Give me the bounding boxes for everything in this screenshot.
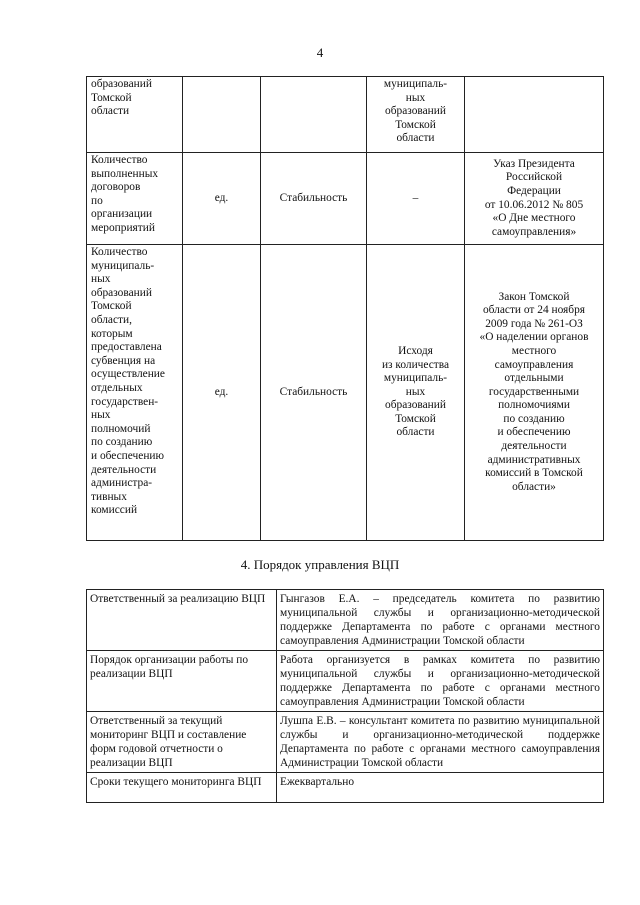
management-value-cell: Ежеквартально [277, 773, 604, 803]
table-row [87, 77, 604, 153]
calc-method-cell: муниципаль- ных образований Томской области [367, 77, 465, 153]
table-row [87, 153, 604, 245]
source-cell: Указ Президента Российской Федерации от 10.06.2012 № 805 «О Дне местного самоуправления» [465, 153, 604, 245]
management-value-cell: Работа организуется в рамках комитета по развитию муниципальной службы и организационно-методической поддержке Департамента по работе с органами местного самоуправления Администрации Томской области [277, 651, 604, 712]
table-row [87, 773, 604, 803]
dynamics-cell: Стабильность [261, 245, 367, 541]
source-cell: Закон Томской области от 24 ноября 2009 года № 261-ОЗ «О наделении органов местного самоуправления отдельными государственными полномочиями по созданию и обеспечению деятельности административных комиссий в Томской области» [465, 245, 604, 541]
indicator-name-cell: Количество выполненных договоров по организации мероприятий [87, 153, 183, 245]
indicators-table [86, 76, 604, 541]
page-number: 4 [316, 45, 324, 60]
management-label-cell: Порядок организации работы по реализации ВЦП [87, 651, 277, 712]
management-label-cell: Ответственный за реализацию ВЦП [87, 590, 277, 651]
management-value-cell: Лушпа Е.В. – консультант комитета по развитию муниципальной службы и организационно-методической поддержке Департамента по работе с органами местного самоуправления Администрации Томской области [277, 712, 604, 773]
source-cell [465, 77, 604, 153]
indicator-name-cell: Количество муниципаль- ных образований Томской области, которым предоставлена субвенция на осуществление отдельных государствен- ных полномочий по созданию и обеспечению деятельности администра- тивных комиссий [87, 245, 183, 541]
table-row [87, 590, 604, 651]
calc-method-cell: Исходя из количества муниципаль- ных образований Томской области [367, 245, 465, 541]
unit-cell: ед. [183, 153, 261, 245]
dynamics-cell: Стабильность [261, 153, 367, 245]
management-table [86, 589, 604, 803]
dynamics-cell [261, 77, 367, 153]
management-label-cell: Ответственный за текущий мониторинг ВЦП и составление форм годовой отчетности о реализации ВЦП [87, 712, 277, 773]
indicator-name-cell: образований Томской области [87, 77, 183, 153]
table-row [87, 651, 604, 712]
table-row [87, 712, 604, 773]
section-title: 4. Порядок управления ВЦП [240, 557, 400, 572]
management-value-cell: Гынгазов Е.А. – председатель комитета по развитию муниципальной службы и организационно-методической поддержке Департамента по работе с органами местного самоуправления Администрации Томской области [277, 590, 604, 651]
unit-cell [183, 77, 261, 153]
table-row [87, 245, 604, 541]
management-label-cell: Сроки текущего мониторинга ВЦП [87, 773, 277, 803]
unit-cell: ед. [183, 245, 261, 541]
calc-method-cell: – [367, 153, 465, 245]
